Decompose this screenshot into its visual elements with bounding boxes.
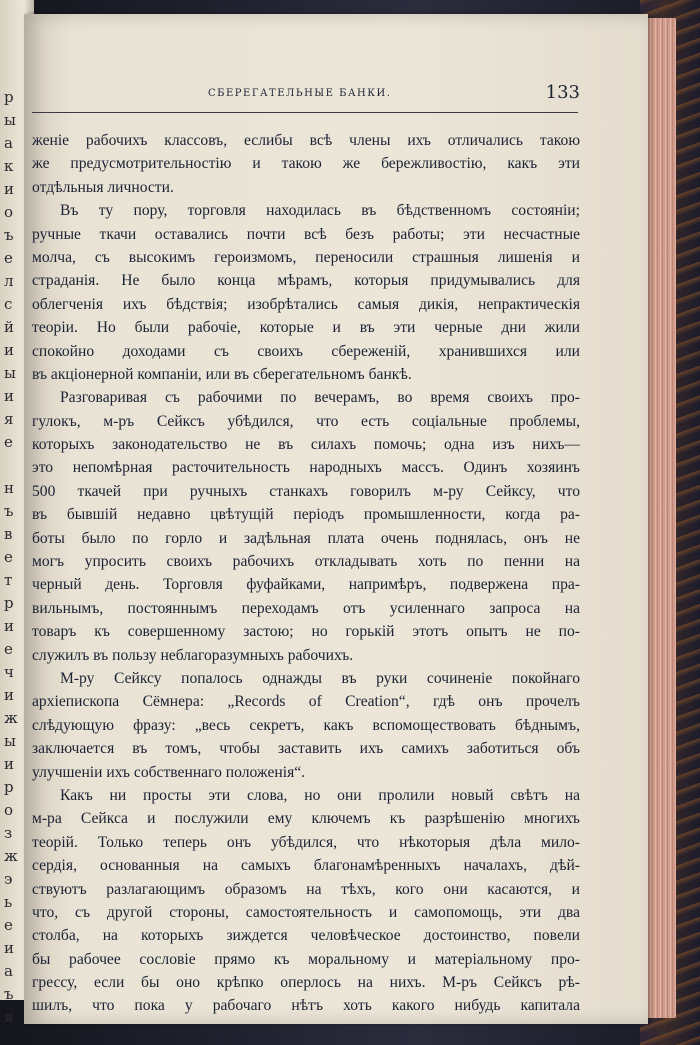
facing-page-glyph: н — [4, 479, 14, 497]
text-line: гулокъ, м-ръ Сейксъ убѣдился, что есть соціальные проблемы, — [32, 412, 580, 430]
text-line: шилъ, что пока у рабочаго нѣтъ хоть какого нибудь капитала — [32, 997, 580, 1015]
text-line: отдѣльныя личности. — [32, 178, 174, 196]
facing-page-glyph: л — [4, 272, 14, 290]
facing-page-glyph: а — [4, 962, 13, 980]
facing-page-glyph: е — [4, 548, 13, 566]
page-number: 133 — [545, 82, 580, 103]
facing-page-glyph: с — [4, 295, 13, 313]
text-line: 500 ткачей при ручныхъ станкахъ говорилъ м-ру Сейксу, что — [32, 482, 580, 500]
text-line: что, съ другой стороны, самостоятельность и самопомощь, эти два — [32, 903, 580, 921]
facing-page-glyph: ч — [4, 663, 14, 681]
facing-page-glyph: й — [4, 318, 14, 336]
facing-page-glyph: ы — [4, 111, 16, 129]
book-page — [24, 14, 648, 1024]
facing-page-glyph: э — [4, 870, 13, 888]
text-line: Какъ ни просты эти слова, но они пролили новый свѣтъ на — [60, 786, 580, 804]
facing-page-glyph: т — [4, 571, 13, 589]
text-line: страданія. Не было конца мѣрамъ, которыя придумывались для — [32, 272, 580, 290]
text-line: которыхъ законодательство не въ силахъ помочь; одна изъ нихъ— — [32, 436, 580, 454]
facing-page-glyph: ъ — [4, 985, 14, 1003]
text-line: улучшеніи ихъ собственнаго положенія“. — [32, 763, 306, 781]
text-line: бы рабочее сословіе прямо къ моральному и матеріальному про- — [32, 950, 580, 968]
facing-page-glyph: р — [4, 778, 14, 796]
text-line: архіепископа Сёмнера: „Records of Creation“, гдѣ онъ прочелъ — [32, 693, 580, 711]
facing-page-glyph: ъ — [4, 502, 14, 520]
text-line: молча, съ высокимъ героизмомъ, переносили страшныя лишенія и — [32, 248, 580, 266]
facing-page-glyph: и — [4, 939, 14, 957]
facing-page-glyph: к — [4, 157, 14, 175]
facing-page-glyph: в — [4, 525, 13, 543]
facing-page-glyph: и — [4, 180, 14, 198]
text-line: грессу, если бы оно крѣпко оперлось на нихъ. М-ръ Сейксъ рѣ- — [32, 974, 580, 992]
text-line: ствуютъ разлагающимъ образомъ на тѣхъ, кого они касаются, и — [32, 880, 580, 898]
text-line: м-ра Сейкса и послужили ему ключемъ къ разрѣшенію многихъ — [32, 810, 580, 828]
facing-page-glyph: е — [4, 249, 13, 267]
text-line: женіе рабочихъ классовъ, еслибы всѣ члены ихъ отличались такою — [32, 132, 580, 149]
text-line: теоріи. Но были рабочіе, которые и въ эти черные дни жили — [32, 319, 580, 337]
facing-page-glyph: и — [4, 341, 14, 359]
facing-page-glyph: ж — [4, 847, 18, 865]
text-line: Въ ту пору, торговля находилась въ бѣдственномъ состояніи; — [60, 202, 580, 220]
facing-page-glyph: и — [4, 617, 14, 635]
text-line: теорій. Только теперь онъ убѣдился, что нѣкоторыя дѣла мило- — [32, 833, 580, 851]
text-line: же предусмотрительностію и такою же бережливостію, какъ эти — [32, 155, 580, 173]
text-line: въ акціонерной компаніи, или въ сберегательномъ банкѣ. — [32, 365, 412, 383]
facing-page-glyph: ж — [4, 709, 18, 727]
facing-page-glyph: а — [4, 134, 13, 152]
text-line: въ бывшій недавно цвѣтущій періодъ промышленности, когда ра- — [32, 506, 580, 524]
facing-page-glyph: и — [4, 686, 14, 704]
facing-page-glyph: р — [4, 594, 14, 612]
running-head — [32, 84, 578, 113]
text-line: сердія, основанныя на самыхъ благонамѣренныхъ началахъ, дѣй- — [32, 857, 580, 875]
facing-page-glyph: я — [4, 410, 14, 428]
text-line: ручные ткачи оставались почти всѣ безъ работы; эти несчастные — [32, 225, 580, 243]
text-line: вильнымъ, постояннымъ переходамъ отъ усиленнаго запроса на — [32, 599, 580, 617]
facing-page-glyph: ы — [4, 364, 16, 382]
running-title: СБЕРЕГАТЕЛЬНЫЕ БАНКИ. — [208, 88, 392, 99]
facing-page-glyph: ы — [4, 732, 16, 750]
text-line: заключается въ томъ, чтобы заставить ихъ самихъ заботиться объ — [32, 740, 580, 758]
facing-page-glyph: и — [4, 387, 14, 405]
facing-page-glyph: ь — [4, 893, 13, 911]
text-line: Разговаривая съ рабочими по вечерамъ, во время своихъ про- — [60, 389, 580, 407]
text-line: это непомѣрная расточительность народныхъ массъ. Одинъ хозяинъ — [32, 459, 580, 477]
facing-page-glyph: е — [4, 433, 13, 451]
text-line: слѣдующую фразу: „весь секретъ, какъ вспомоществовать бѣднымъ, — [32, 716, 580, 734]
page-edges — [644, 18, 676, 1018]
text-line: столба, на которыхъ зиждется человѣческое достоинство, повели — [32, 927, 580, 945]
facing-page-glyph: ъ — [4, 226, 14, 244]
facing-page-glyph: е — [4, 640, 13, 658]
body-text — [32, 129, 580, 1018]
facing-page-glyph: о — [4, 801, 14, 819]
text-line: служилъ въ пользу неблагоразумныхъ рабочихъ. — [32, 646, 354, 664]
facing-page-glyph: и — [4, 755, 14, 773]
text-line: могъ упросить своихъ рабочихъ откладывать хоть по пенни на — [32, 553, 580, 571]
text-line: черный день. Торговля фуфайками, напримѣръ, подвержена пра- — [32, 576, 580, 594]
facing-page-glyph: р — [4, 88, 14, 106]
facing-page-glyph: о — [4, 203, 14, 221]
text-line: спокойно доходами съ своихъ сбереженій, хранившихся или — [32, 342, 580, 360]
text-line: облегченія ихъ бѣдствія; изобрѣтались самыя дикія, непрактическія — [32, 295, 580, 313]
facing-page-glyph: е — [4, 916, 13, 934]
text-line: товаръ къ совершенному застою; но горькій этотъ опытъ не по- — [32, 623, 580, 641]
text-line: М-ру Сейксу попалось однажды въ руки сочиненіе покойнаго — [60, 669, 580, 687]
facing-page-glyph: з — [4, 824, 13, 842]
text-line: боты было по горло и задѣльная плата очень поднялась, онъ не — [32, 529, 580, 547]
facing-page-glyph: я — [4, 1008, 14, 1026]
